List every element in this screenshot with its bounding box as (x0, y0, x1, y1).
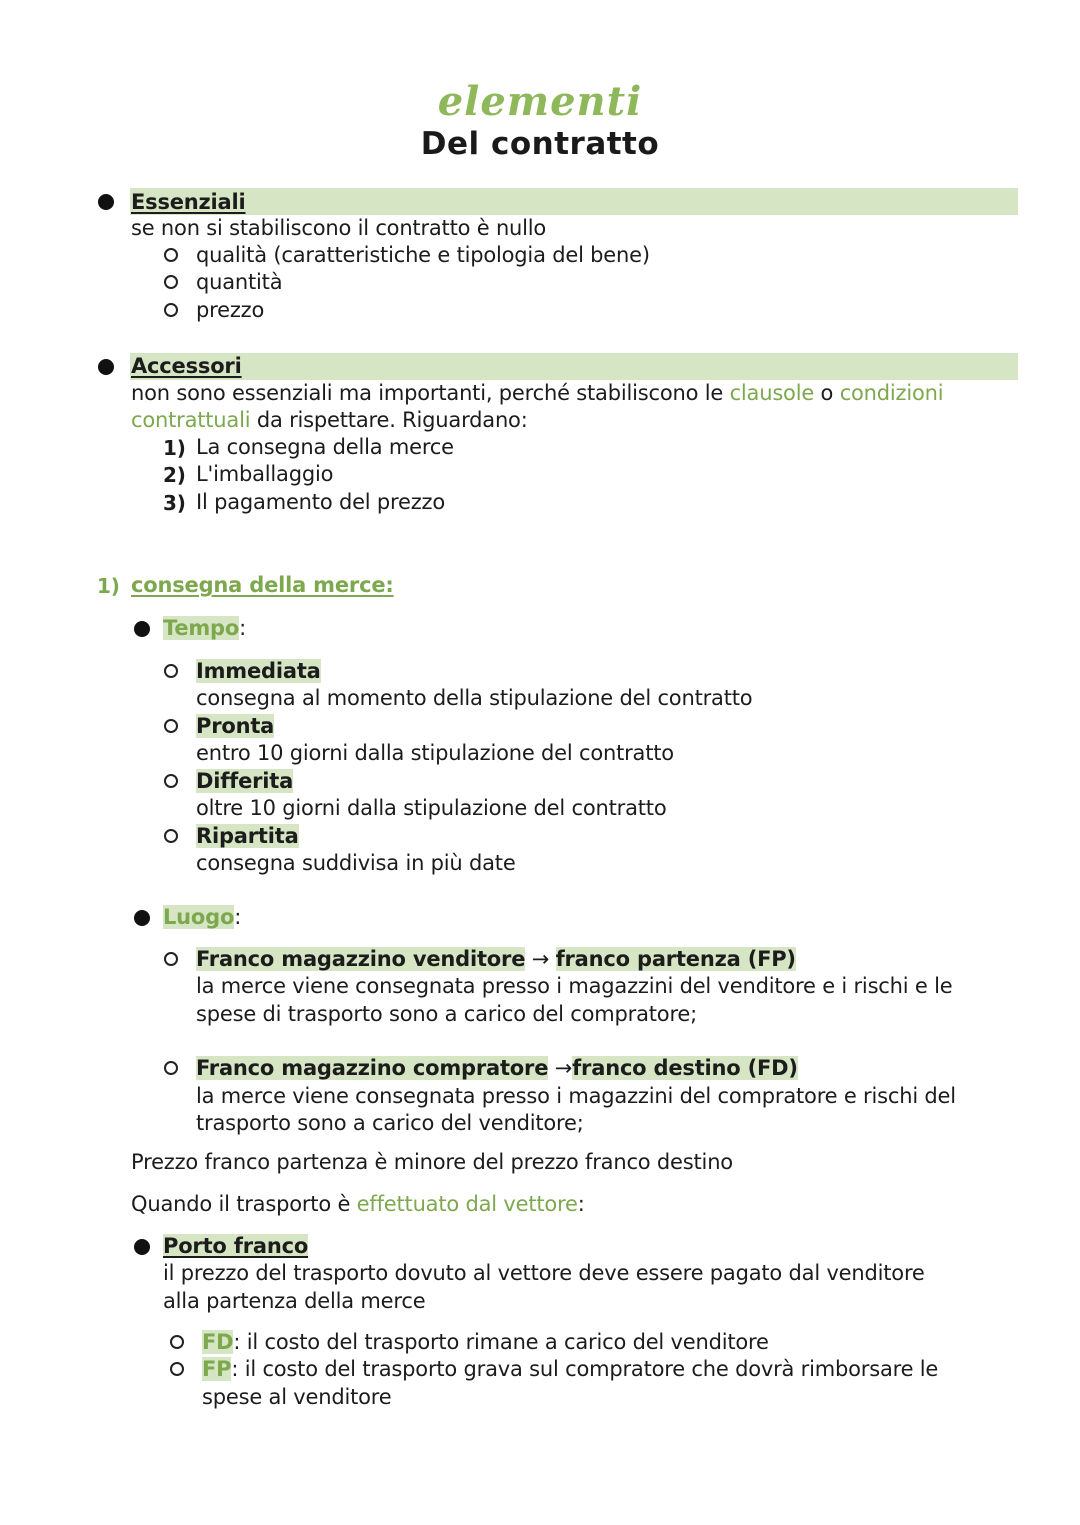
porto-franco-item-text: : il costo del trasporto rimane a carico del venditore (233, 1330, 769, 1354)
keyword-vettore: effettuato dal vettore (356, 1192, 578, 1216)
luogo-colon: : (234, 905, 242, 929)
bullet-dot-icon (98, 359, 114, 375)
bullet-circle-icon (164, 664, 178, 678)
bullet-circle-icon (164, 952, 178, 966)
bullet-circle-icon (164, 719, 178, 733)
tempo-item-label (196, 712, 274, 740)
bullet-circle-icon (164, 1061, 178, 1075)
bullet-circle-icon (170, 1362, 184, 1376)
luogo-item2-desc: la merce viene consegnata presso i magazzini del compratore e rischi del (196, 1084, 956, 1108)
bullet-dot-icon (98, 194, 114, 210)
vettore-line (131, 1190, 585, 1218)
vettore-colon: : (577, 1192, 585, 1216)
title-script: elementi (437, 78, 643, 125)
bullet-circle-icon (164, 774, 178, 788)
tempo-item-ripartita: Ripartita (196, 824, 299, 848)
list-number: 2) (163, 463, 186, 487)
essenziali-item: qualità (caratteristiche e tipologia del bene) (196, 243, 650, 267)
luogo-label: Luogo (163, 905, 235, 929)
luogo-item2-desc: trasporto sono a carico del venditore; (196, 1111, 584, 1135)
section-number: 1) (97, 574, 120, 598)
porto-franco-item (202, 1355, 938, 1383)
tempo-item-desc: entro 10 giorni dalla stipulazione del contratto (196, 741, 674, 765)
accessori-desc-text: non sono essenziali ma importanti, perché stabiliscono le (131, 381, 730, 405)
tempo-item-label (196, 657, 321, 685)
keyword-clausole: clausole (729, 381, 815, 405)
arrow-right-icon: → (548, 1056, 573, 1080)
porto-franco-desc: alla partenza della merce (163, 1289, 426, 1313)
luogo-heading (163, 903, 241, 931)
code-fp: FP (202, 1357, 232, 1381)
keyword-contrattuali: contrattuali (131, 408, 251, 432)
keyword-condizioni: condizioni (839, 381, 944, 405)
list-number: 1) (163, 436, 186, 460)
luogo-item1-desc: la merce viene consegnata presso i magazzini del venditore e i rischi e le (196, 974, 953, 998)
porto-franco-item (202, 1328, 769, 1356)
porto-franco-item-text: : il costo del trasporto grava sul compratore che dovrà rimborsare le (231, 1357, 939, 1381)
tempo-colon: : (239, 616, 247, 640)
luogo-item1-title (196, 945, 796, 973)
list-number: 3) (163, 491, 186, 515)
accessori-desc-text: da rispettare. Riguardano: (250, 408, 528, 432)
bullet-dot-icon (134, 1239, 150, 1255)
luogo-item1-desc: spese di trasporto sono a carico del compratore; (196, 1002, 698, 1026)
luogo-item1-label-b: franco partenza (FP) (555, 947, 796, 971)
tempo-heading (163, 614, 246, 642)
tempo-label: Tempo (163, 616, 240, 640)
tempo-item-pronta: Pronta (196, 714, 275, 738)
vettore-text: Quando il trasporto è (131, 1192, 357, 1216)
luogo-item2-label-a: Franco magazzino compratore (196, 1056, 549, 1080)
accessori-desc-line2 (131, 406, 528, 434)
bullet-circle-icon (164, 275, 178, 289)
accessori-desc-line1 (131, 379, 943, 407)
accessori-item: L'imballaggio (196, 462, 334, 486)
bullet-circle-icon (170, 1335, 184, 1349)
porto-franco-item-cont: spese al venditore (202, 1385, 392, 1409)
luogo-item2-title (196, 1054, 798, 1082)
tempo-item-desc: oltre 10 giorni dalla stipulazione del contratto (196, 796, 667, 820)
code-fd: FD (202, 1330, 234, 1354)
porto-franco-desc: il prezzo del trasporto dovuto al vettore deve essere pagato dal venditore (163, 1261, 925, 1285)
tempo-item-differita: Differita (196, 769, 294, 793)
porto-franco-title (163, 1232, 308, 1260)
tempo-item-desc: consegna al momento della stipulazione del contratto (196, 686, 753, 710)
bullet-circle-icon (164, 829, 178, 843)
essenziali-heading: Essenziali (131, 190, 246, 214)
essenziali-item: quantità (196, 270, 283, 294)
essenziali-desc: se non si stabiliscono il contratto è nullo (131, 216, 547, 240)
accessori-desc-text: o (814, 381, 840, 405)
page-title: Del contratto (420, 126, 660, 162)
essenziali-item: prezzo (196, 298, 265, 322)
section-heading: consegna della merce: (131, 573, 394, 597)
porto-franco-label: Porto franco (163, 1234, 309, 1258)
bullet-dot-icon (134, 910, 150, 926)
luogo-item1-label-a: Franco magazzino venditore (196, 947, 526, 971)
accessori-heading: Accessori (131, 354, 242, 378)
tempo-item-label (196, 767, 293, 795)
accessori-item: Il pagamento del prezzo (196, 490, 446, 514)
accessori-band (130, 353, 1018, 380)
luogo-item2-label-b: franco destino (FD) (572, 1056, 798, 1080)
tempo-item-immediata: Immediata (196, 659, 321, 683)
bullet-dot-icon (134, 621, 150, 637)
essenziali-band (130, 188, 1018, 215)
tempo-item-desc: consegna suddivisa in più date (196, 851, 516, 875)
tempo-item-label (196, 822, 299, 850)
accessori-item: La consegna della merce (196, 435, 454, 459)
note-prezzo: Prezzo franco partenza è minore del prezzo franco destino (131, 1150, 733, 1174)
arrow-right-icon: → (525, 947, 556, 971)
bullet-circle-icon (164, 303, 178, 317)
bullet-circle-icon (164, 248, 178, 262)
